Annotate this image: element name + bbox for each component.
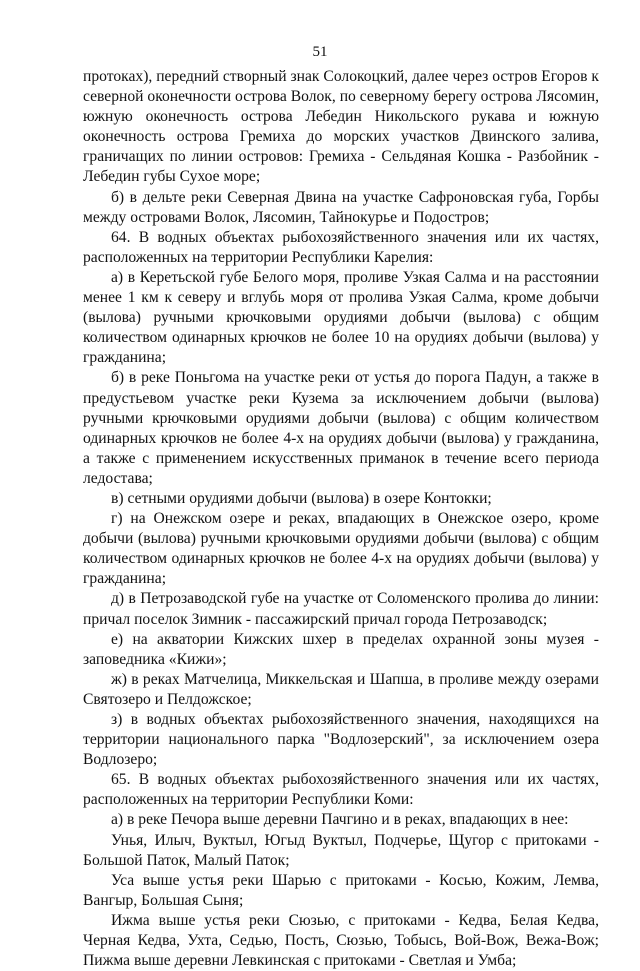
paragraph-item-d-petrozavodsk: д) в Петрозаводской губе на участке от Соломенского пролива до линии: причал поселок Зимник - пассажирский причал города Петрозаводск; [83, 590, 599, 628]
paragraph-item-b-pongoma: б) в реке Поньгома на участке реки от устья до порога Падун, а также в предустьевом участке реки Кузема за исключением добычи (вылова) ручными крючковыми орудиями добычи (вылова) с общим количеством одинарных крючков не более 4-х на орудиях добычи (вылова) у гражданина, а также с применением искусственных приманок в течение всего периода ледостава; [83, 369, 599, 487]
paragraph-item-a-keret-bay: а) в Керетьской губе Белого моря, проливе Узкая Салма и на расстоянии менее 1 км к северу и вглубь моря от пролива Узкая Салма, кроме добычи (вылова) ручными крючковыми орудиями добычи (вылова) с общим количеством одинарных крючков не более 10 на орудиях добычи (вылова) у гражданина; [83, 268, 599, 367]
paragraph-izhma-rivers: Ижма выше устья реки Сюзью, с притоками - Кедва, Белая Кедва, Черная Кедва, Ухта, Седью, Пость, Сюзью, Тобысь, Вой-Вож, Вежа-Вож; Пижма выше деревни Левкинская с притоками - Светлая и Умба; [83, 911, 599, 970]
paragraph-item-a-pechora: а) в реке Печора выше деревни Пачгино и в реках, впадающих в нее: [111, 811, 569, 829]
paragraph-continuation: протоках), передний створный знак Солокоцкий, далее через остров Егоров к северной оконечности острова Волок, по северному берегу острова Лясомин, южную оконечность острова Лебедин Никольского рукава и южную оконечность острова Гремиха до морских участков Двинского залива, граничащих по линии островов: Гремиха - Сельдяная Кошка - Разбойник - Лебедин губы Сухое море; [83, 68, 599, 186]
paragraph-item-z-vodlozersky: з) в водных объектах рыбохозяйственного значения, находящихся на территории национального парка "Водлозерский", за исключением озера Водлозеро; [83, 711, 599, 769]
paragraph-item-b-northern-dvina: б) в дельте реки Северная Двина на участке Сафроновская губа, Горбы между островами Волок, Лясомин, Тайнокурье и Подостров; [83, 188, 599, 226]
document-body [83, 67, 599, 971]
paragraph-item-v-kontokki: в) сетными орудиями добычи (вылова) в озере Контокки; [111, 489, 492, 507]
page-number: 51 [312, 44, 328, 60]
paragraph-item-e-kizhi: е) на акватории Кижских шхер в пределах охранной зоны музея - заповедника «Кижи»; [83, 630, 599, 668]
paragraph-unya-rivers: Унья, Илыч, Вуктыл, Югыд Вуктыл, Подчерье, Щугор с притоками - Большой Паток, Малый Паток; [83, 831, 599, 869]
paragraph-usa-rivers: Уса выше устья реки Шарью с притоками - Косью, Кожим, Лемва, Вангыр, Большая Сыня; [83, 871, 599, 909]
paragraph-section-65: 65. В водных объектах рыбохозяйственного значения или их частях, расположенных на территории Республики Коми: [83, 771, 599, 809]
paragraph-item-zh-matchelitsa: ж) в реках Матчелица, Миккельская и Шапша, в проливе между озерами Святозеро и Пелдожское; [83, 670, 599, 708]
paragraph-section-64: 64. В водных объектах рыбохозяйственного значения или их частях, расположенных на территории Республики Карелия: [83, 228, 599, 266]
paragraph-item-g-onega: г) на Онежском озере и реках, впадающих в Онежское озеро, кроме добычи (вылова) ручными крючковыми орудиями добычи (вылова) с общим количеством одинарных крючков не более 4-х на орудиях добычи (вылова) у гражданина; [83, 510, 599, 588]
